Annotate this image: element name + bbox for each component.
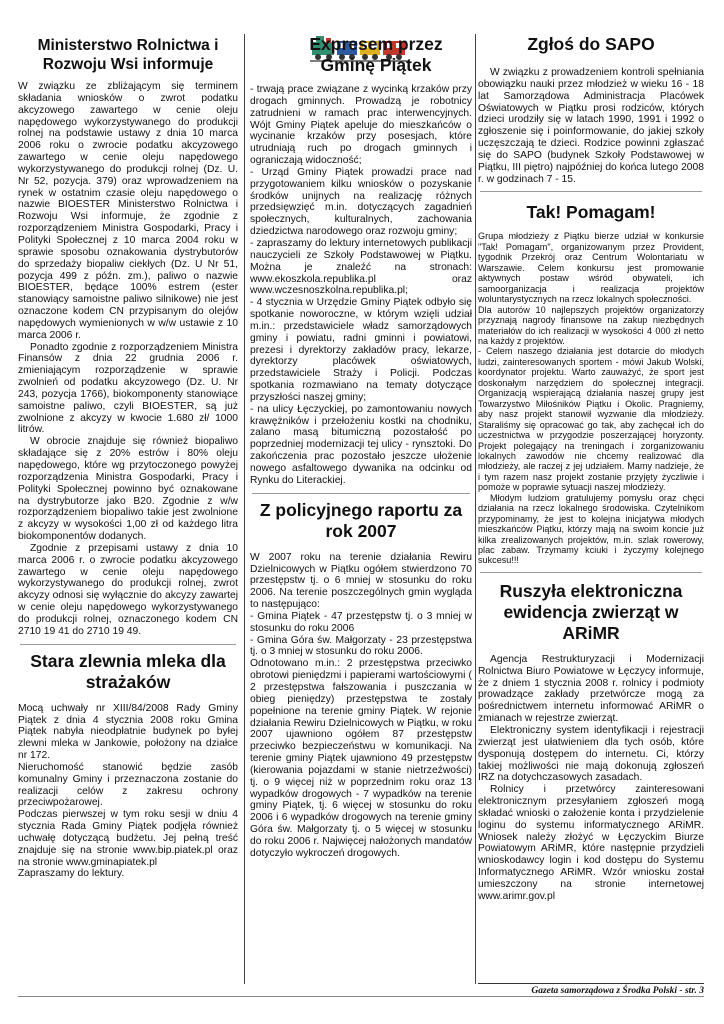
article-paragraph: - Celem naszego działania jest dotarcie do młodych ludzi, zainteresowanych sportem - mówi Jakub Wolski, koordynator projektu. Warto zauważyć, że sport jest doskonałym narzędziem do społecznej integracji. Organizacją wspierającą działania naszej grupy jest Towarzystwo Miłośników Piątku i Okolic. Pragniemy, aby nasz projekt stanowił wyzwanie dla młodzieży. Staraliśmy się opracować go tak, aby zachęcał ich do uczestnictwa w przygodzie poszerzającej horyzonty. Projekt polegający na treningach i zorganizowaniu lokalnych zawodów nie chcemy realizować dla młodzieży, ale raczej z jej udziałem. Mamy nadzieje, że i tym razem nasz projekt zostanie przyjęty życzliwie i pomoże w poprawie sytuacji naszej młodzieży. bbox=[478, 346, 704, 493]
article-paragraph: Elektroniczny system identyfikacji i rejestracji zwierząt jest ułatwieniem dla tych osób, które dysponują dostępem do internetu. Ci, którzy takiej możliwości nie mają dokonują zgłoszeń IRZ na dotychczasowych zasadach. bbox=[478, 725, 704, 784]
article-paragraph: Rolnicy i przetwórcy zainteresowani elektronicznym przesyłaniem zgłoszeń mogą składać wnioski o założenie konta i przydzielenie loginu do systemu informatycznego ARiMR. Wniosek należy złożyć w Łęczyckim Biurze Powiatowym ARiMR, które następnie przydzieli wnioskodawcy login i kod dostępu do Systemu Informatycznego ARiMR. Wzór wniosku został umieszczony na stronie internetowej www.arimr.gov.pl bbox=[478, 784, 704, 902]
article-body-small bbox=[478, 231, 704, 566]
article-paragraph: W związku z prowadzeniem kontroli spełniania obowiązku nauki przez młodzież w wieku 16 - 18 lat Samorządowa Administracja Placówek Oświatowych w Piątku prosi rodziców, których dzieci urodziły się w latach 1990, 1991 i 1992 o zgłoszenie się i poinformowanie, do jakiej szkoły uczęszczają te dzieci. Rodzice powinni zgłaszać się do SAPO (budynek Szkoły Podstawowej w Piątku, III piętro) najpóźniej do końca lutego 2008 r. w godzinach 7 - 15. bbox=[478, 67, 704, 185]
article-title-zlewnia: Stara zlewnia mleka dla strażaków bbox=[30, 650, 226, 692]
article-paragraph: - trwają prace związane z wycinką krzaków przy drogach gminnych. Prowadzą je robotnicy zatrudnieni w ramach prac interwencyjnych. Wójt Gminy Piątek apeluje do mieszkańców o wycinanie krzaków przy posesjach, które utrudniają ruch po drogach gminnych i ograniczają widoczność; bbox=[250, 84, 472, 167]
article-paragraph: W 2007 roku na terenie działania Rewiru Dzielnicowych w Piątku ogółem stwierdzono 70 przestępstw tj. o 6 mniej w stosunku do roku 2006. Na terenie poszczególnych gmin wygląda to następująco: bbox=[250, 551, 472, 611]
article-title-raport: Z policyjnego raportu za rok 2007 bbox=[259, 499, 463, 541]
article-title-ministerstwo: Ministerstwo Rolnictwa i Rozwoju Wsi informuje bbox=[37, 37, 219, 73]
article-paragraph: Dla autorów 10 najlepszych projektów organizatorzy przyznają nagrody finansowe na zakup niezbędnych materiałów do ich realizacji w wysokości 4 000 zł netto na każdy z projektów. bbox=[478, 304, 704, 346]
column-1 bbox=[18, 30, 238, 880]
article-paragraph: - na ulicy Łęczyckiej, po zamontowaniu nowych krawężników i przełożeniu kostki na chodniku, zalano masą bitumiczną pozostałość po poprzedniej modernizacji tej ulicy - rynsztoki. Do zakończenia prac pozostało jeszcze ułożenie nowego asfaltowego dywanika na odcinku od Rynku do Literackiej. bbox=[250, 403, 472, 486]
article-paragraph: Odnotowano m.in.: 2 przestępstwa przeciwko obrotowi pieniędzmi i papierami wartościowymi ( 2 przestępstwa fałszowania i puszczania w obieg pieniędzy) przestępstwa te zostały popełnione na terenie gminy Piątek. W rejonie działania Rewiru Dzielnicowych w Piątku, w roku 2007 ujawniono ogółem 87 przestępstw przeciwko bezpieczeństwu w komunikacji. Na terenie gminy Piątek ujawniono 49 przestępstw (kierowania pojazdami w stanie nietrzeźwości) tj. o 9 więcej niż w poprzednim roku oraz 13 wypadków drogowych - 7 wypadków na terenie gminy Piątek, tj. 6 więcej w stosunku do roku 2006 i 6 wypadków drogowych na terenie gminy Góra św. Małgorzaty tj. o 5 więcej w stosunku do roku 2006 r. Najwięcej nałożonych mandatów dotyczyło wykroczeń drogowych. bbox=[250, 658, 472, 859]
article-paragraph: Grupa młodzieży z Piątku bierze udział w konkursie "Tak! Pomagam", organizowanym przez Provident, tygodnik Przekrój oraz Centrum Wolontariatu w Warszawie. Celem konkursu jest promowanie aktywnych postaw wśród obywateli, ich samoorganizacja i realizacja projektów woluntarystycznych na rzecz lokalnych społeczności. bbox=[478, 231, 704, 305]
article-paragraph: - Gmina Piątek - 47 przestępstw tj. o 3 mniej w stosunku do roku 2006 bbox=[250, 610, 472, 634]
article-title-arimr: Ruszyła elektroniczna ewidencja zwierząt w ARiMR bbox=[499, 580, 683, 643]
article-title-expresem: Expresem przez Gminę Piątek bbox=[309, 34, 443, 75]
article-paragraph: Ponadto zgodnie z rozporządzeniem Ministra Finansów z dnia 22 grudnia 2006 r. zmieniającym rozporządzenie w sprawie zwolnień od podatku akcyzowego (Dz. U. Nr 243, pozycja 1766), biokomponenty stanowiące samoistne paliwo, czyli BIOESTER, są już zwolnione z akcyzy w kwocie 1.680 zł/ 1000 litrów. bbox=[18, 341, 238, 436]
article-title-sapo: Zgłoś do SAPO bbox=[527, 34, 655, 54]
article-title-pomagam: Tak! Pomagam! bbox=[526, 202, 656, 223]
article-paragraph: Podczas pierwszej w tym roku sesji w dniu 4 stycznia Rada Gminy Piątek podjęła również uchwałę dotyczącą budżetu. Jej pełną treść znajduje się na stronie www.bip.piatek.pl oraz na stronie www.gminapiatek.pl bbox=[18, 809, 238, 868]
article-separator bbox=[20, 644, 236, 645]
column-divider-left bbox=[244, 34, 245, 984]
article-separator bbox=[480, 191, 702, 192]
article-separator bbox=[252, 493, 470, 494]
article-paragraph: W obrocie znajduje się również biopaliwo składające się z 20% estrów i 80% oleju napędowego, które wg przytoczonego powyżej rozporządzenia Ministra Gospodarki, Pracy i Polityki Społecznej powinno być oznakowane na dystrybutorze jako B20. Zgodnie z w/w rozporządzeniem biopaliwo takie jest zwolnione z akcyzy w wysokości 1,00 zł od każdego litra biokomponentów dodanych. bbox=[18, 436, 238, 543]
article-paragraph: - 4 stycznia w Urzędzie Gminy Piątek odbyło się spotkanie noworoczne, w którym wzięli udział m.in.: przedstawiciele władz samorządowych gminy i powiatu, radni gminni i powiatowi, prezesi i dyrektorzy zakładów pracy, lekarze, dyrektorzy placówek oświatowych, przedstawiciele Straży i Policji. Podczas spotkania rozmawiano na tematy dotyczące przyszłości naszej gminy; bbox=[250, 297, 472, 403]
article-paragraph: Zapraszamy do lektury. bbox=[18, 868, 125, 880]
column-3 bbox=[478, 30, 704, 903]
article-paragraph: - Urząd Gminy Piątek prowadzi prace nad przygotowaniem kilku wniosków o pozyskanie środków unijnych na realizację różnych przedsięwzięć m.in. dotyczących zagadnień społecznych, kulturalnych, zachowania dziedzictwa narodowego oraz rozwoju gminy; bbox=[250, 166, 472, 238]
article-separator bbox=[480, 572, 702, 573]
article-paragraph: Mocą uchwały nr XIII/84/2008 Rady Gminy Piątek z dnia 4 stycznia 2008 roku Gmina Piątek nabyła nieodpłatnie budynek po byłej zlewni mleka w Jankowie, położony na działce nr 172. bbox=[18, 702, 238, 762]
article-paragraph: Agencja Restrukturyzacji i Modernizacji Rolnictwa Biuro Powiatowe w Łęczycy informuje, że z dniem 1 stycznia 2008 r. rolnicy i podmioty prowadzące zakłady przetwórcze mogą za pośrednictwem internetu informować ARiMR o zmianach w rejestrze zwierząt. bbox=[478, 653, 704, 725]
column-2 bbox=[250, 30, 472, 860]
page-footer: Gazeta samorządowa z Środka Polski - str. 3 bbox=[478, 983, 704, 996]
article-paragraph: - zapraszamy do lektury internetowych publikacji nauczycieli ze Szkoły Podstawowej w Piątku. Można je znaleźć na stronach: www.ekoszkola.republika.pl oraz www.wczesnoszkolna.republika.pl; bbox=[250, 237, 472, 297]
bottom-rule bbox=[18, 996, 704, 997]
article-paragraph: W związku ze zbliżającym się terminem składania wniosków o zwrot podatku akcyzowego zawartego w cenie oleju napędowego wykorzystywanego do produkcji rolnej na podstawie ustawy z dnia 10 marca 2006 roku o zwrocie podatku akcyzowego zawartego w cenie oleju napędowego wykorzystywanego do produkcji rolnej (Dz. U. Nr 52, pozycja. 379) oraz wprowadzeniem na rynek w ostatnim czasie oleju napędowego o nazwie BIOESTER Ministerstwo Rolnictwa i Rozwoju Wsi informuje, że zgodnie z rozporządzeniem Ministra Gospodarki, Pracy i Polityki Społecznej z 10 marca 2004 roku w sprawie sposobu oznakowania dystrybutorów do sprzedaży biopaliw ciekłych (Dz. U Nr 51, pozycja 499 z późn. zm.), paliwo o nazwie BIOESTER, będące 100% estrem (ester stanowiący samoistne paliwo silnikowe) nie jest oznaczone kodem CN przypisanym do olejów napędowych wymienionych w w/w ustawie z 10 marca 2006 r. bbox=[18, 81, 238, 341]
column-divider-right bbox=[475, 34, 476, 984]
article-paragraph: Młodym ludziom gratulujemy pomysłu oraz chęci działania na rzecz lokalnego środowiska. Czytelnikom przypominamy, że jest to kolejna inicjatywa młodych mieszkańców Piątku, którzy mają na swoim koncie już kilka zrealizowanych projektów, m.in. szlak rowerowy, plac zabaw. Trzymamy kciuki i życzymy kolejnego sukcesu!!! bbox=[478, 492, 704, 566]
article-paragraph: - Gmina Góra św. Małgorzaty - 23 przestępstwa tj. o 3 mniej w stosunku do roku 2006. bbox=[250, 634, 472, 658]
article-paragraph: Zgodnie z przepisami ustawy z dnia 10 marca 2006 r. o zwrocie podatku akcyzowego zawartego w cenie oleju napędowego wykorzystywanego do produkcji rolnej, zwrot akcyzy odnosi się wyłącznie do akcyzy zawartej w cenie oleju napędowego wykorzystywanego do produkcji rolnej, oznaczonego kodem CN 2710 19 41 do 2710 19 49. bbox=[18, 542, 238, 637]
article-paragraph: Nieruchomość stanowić będzie zasób komunalny Gminy i przeznaczona zostanie do realizacji celów z zakresu ochrony przeciwpożarowej. bbox=[18, 761, 238, 809]
